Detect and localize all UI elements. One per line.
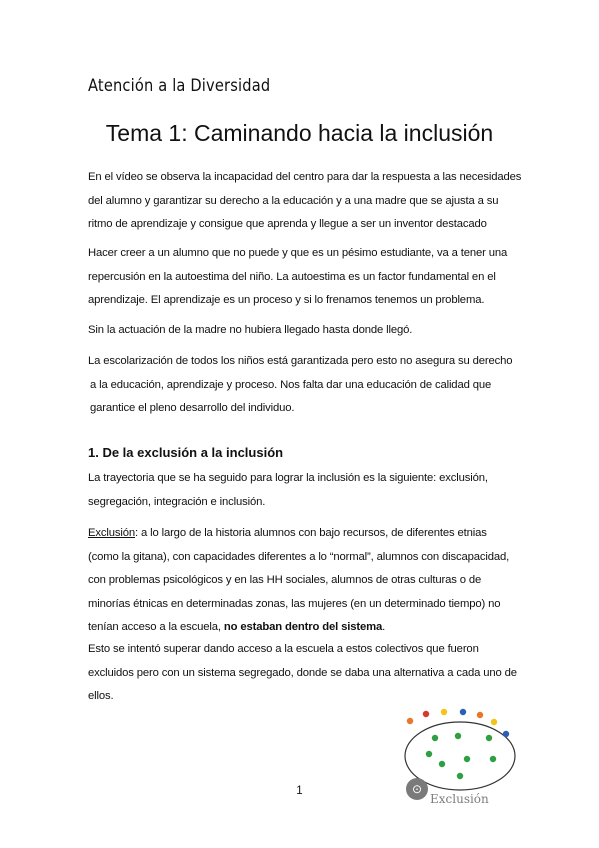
text-line: ellos.	[88, 690, 114, 702]
text-line: repercusión en la autoestima del niño. La autoestima es un factor fundamental en el	[88, 270, 496, 283]
text-line	[88, 616, 528, 640]
paragraph-trayectoria	[88, 467, 528, 514]
inside-dot	[457, 773, 463, 779]
text-line: En el vídeo se observa la incapacidad del centro para dar la respuesta a las necesidades	[88, 171, 522, 183]
inside-dot	[490, 756, 496, 762]
text-line: Hacer creer a un alumno que no puede y que es un pésimo estudiante, va a tener una	[88, 247, 508, 259]
inside-dot	[426, 751, 432, 757]
text-line: Sin la actuación de la madre no hubiera llegado hasta donde llegó.	[88, 324, 413, 336]
text-line: ritmo de aprendizaje y consigue que aprenda y llegue a ser un inventor destacado	[88, 218, 487, 230]
outside-dot	[491, 719, 497, 725]
outside-dot	[407, 718, 413, 724]
paragraph-autoestima	[88, 242, 528, 313]
paragraph-segregado	[88, 638, 528, 709]
text-line: del alumno y garantizar su derecho a la educación y a una madre que se ajusta a su	[88, 194, 499, 207]
text-run: .	[382, 621, 386, 633]
inside-dot	[455, 733, 461, 739]
emphasis-text: no estaban dentro del sistema	[223, 621, 383, 633]
paragraph-video	[88, 166, 528, 237]
inside-dot	[464, 756, 470, 762]
text-line: con problemas psicológicos y en las HH sociales, alumnos de otras culturas o de	[88, 574, 482, 586]
inside-dot	[432, 735, 438, 741]
paragraph-escolarizacion	[88, 350, 528, 421]
text-line: a la educación, aprendizaje y proceso. Nos falta dar una educación de calidad que	[90, 378, 492, 391]
text-line: Esto se intentó superar dando acceso a la escuela a estos colectivos que fueron	[88, 643, 479, 655]
text-run: : a lo largo de la historia alumnos con bajo recursos, de diferentes etnias	[135, 527, 487, 539]
text-line: (como la gitana), con capacidades diferentes a lo “normal”, alumnos con discapacidad,	[88, 550, 510, 563]
inside-dot	[439, 761, 445, 767]
outside-dot	[423, 711, 429, 717]
text-line: garantice el pleno desarrollo del individuo.	[90, 402, 295, 414]
paragraph-madre	[88, 319, 528, 343]
lens-icon[interactable]: ⊙	[406, 778, 428, 800]
outside-dot	[477, 712, 483, 718]
text-line: La escolarización de todos los niños está garantizada pero esto no asegura su derecho	[88, 355, 513, 367]
text-line: excluidos pero con un sistema segregado, donde se daba una alternativa a cada uno de	[88, 666, 517, 679]
course-title: Atención a la Diversidad	[88, 76, 271, 96]
exclusion-figure	[398, 704, 528, 814]
text-line	[88, 522, 528, 546]
text-line: segregación, integración e inclusión.	[88, 495, 266, 508]
topic-title: Tema 1: Caminando hacia la inclusión	[105, 120, 494, 146]
section-heading: 1. De la exclusión a la inclusión	[88, 445, 284, 460]
outside-dot	[460, 709, 466, 715]
text-line: aprendizaje. El aprendizaje es un proceso y si lo frenamos tenemos un problema.	[88, 294, 485, 306]
outside-dot	[503, 731, 509, 737]
text-run: tenían acceso a la escuela,	[88, 621, 224, 633]
text-line: La trayectoria que se ha seguido para lograr la inclusión es la siguiente: exclusión,	[88, 472, 488, 484]
exclusion-term: Exclusión	[88, 527, 135, 539]
inside-dot	[486, 735, 492, 741]
page-number: 1	[296, 785, 303, 797]
figure-label: Exclusión	[430, 792, 489, 806]
text-line: minorías étnicas en determinadas zonas, las mujeres (en un determinado tiempo) no	[88, 597, 501, 610]
outside-dot	[441, 709, 447, 715]
paragraph-exclusion	[88, 522, 528, 640]
